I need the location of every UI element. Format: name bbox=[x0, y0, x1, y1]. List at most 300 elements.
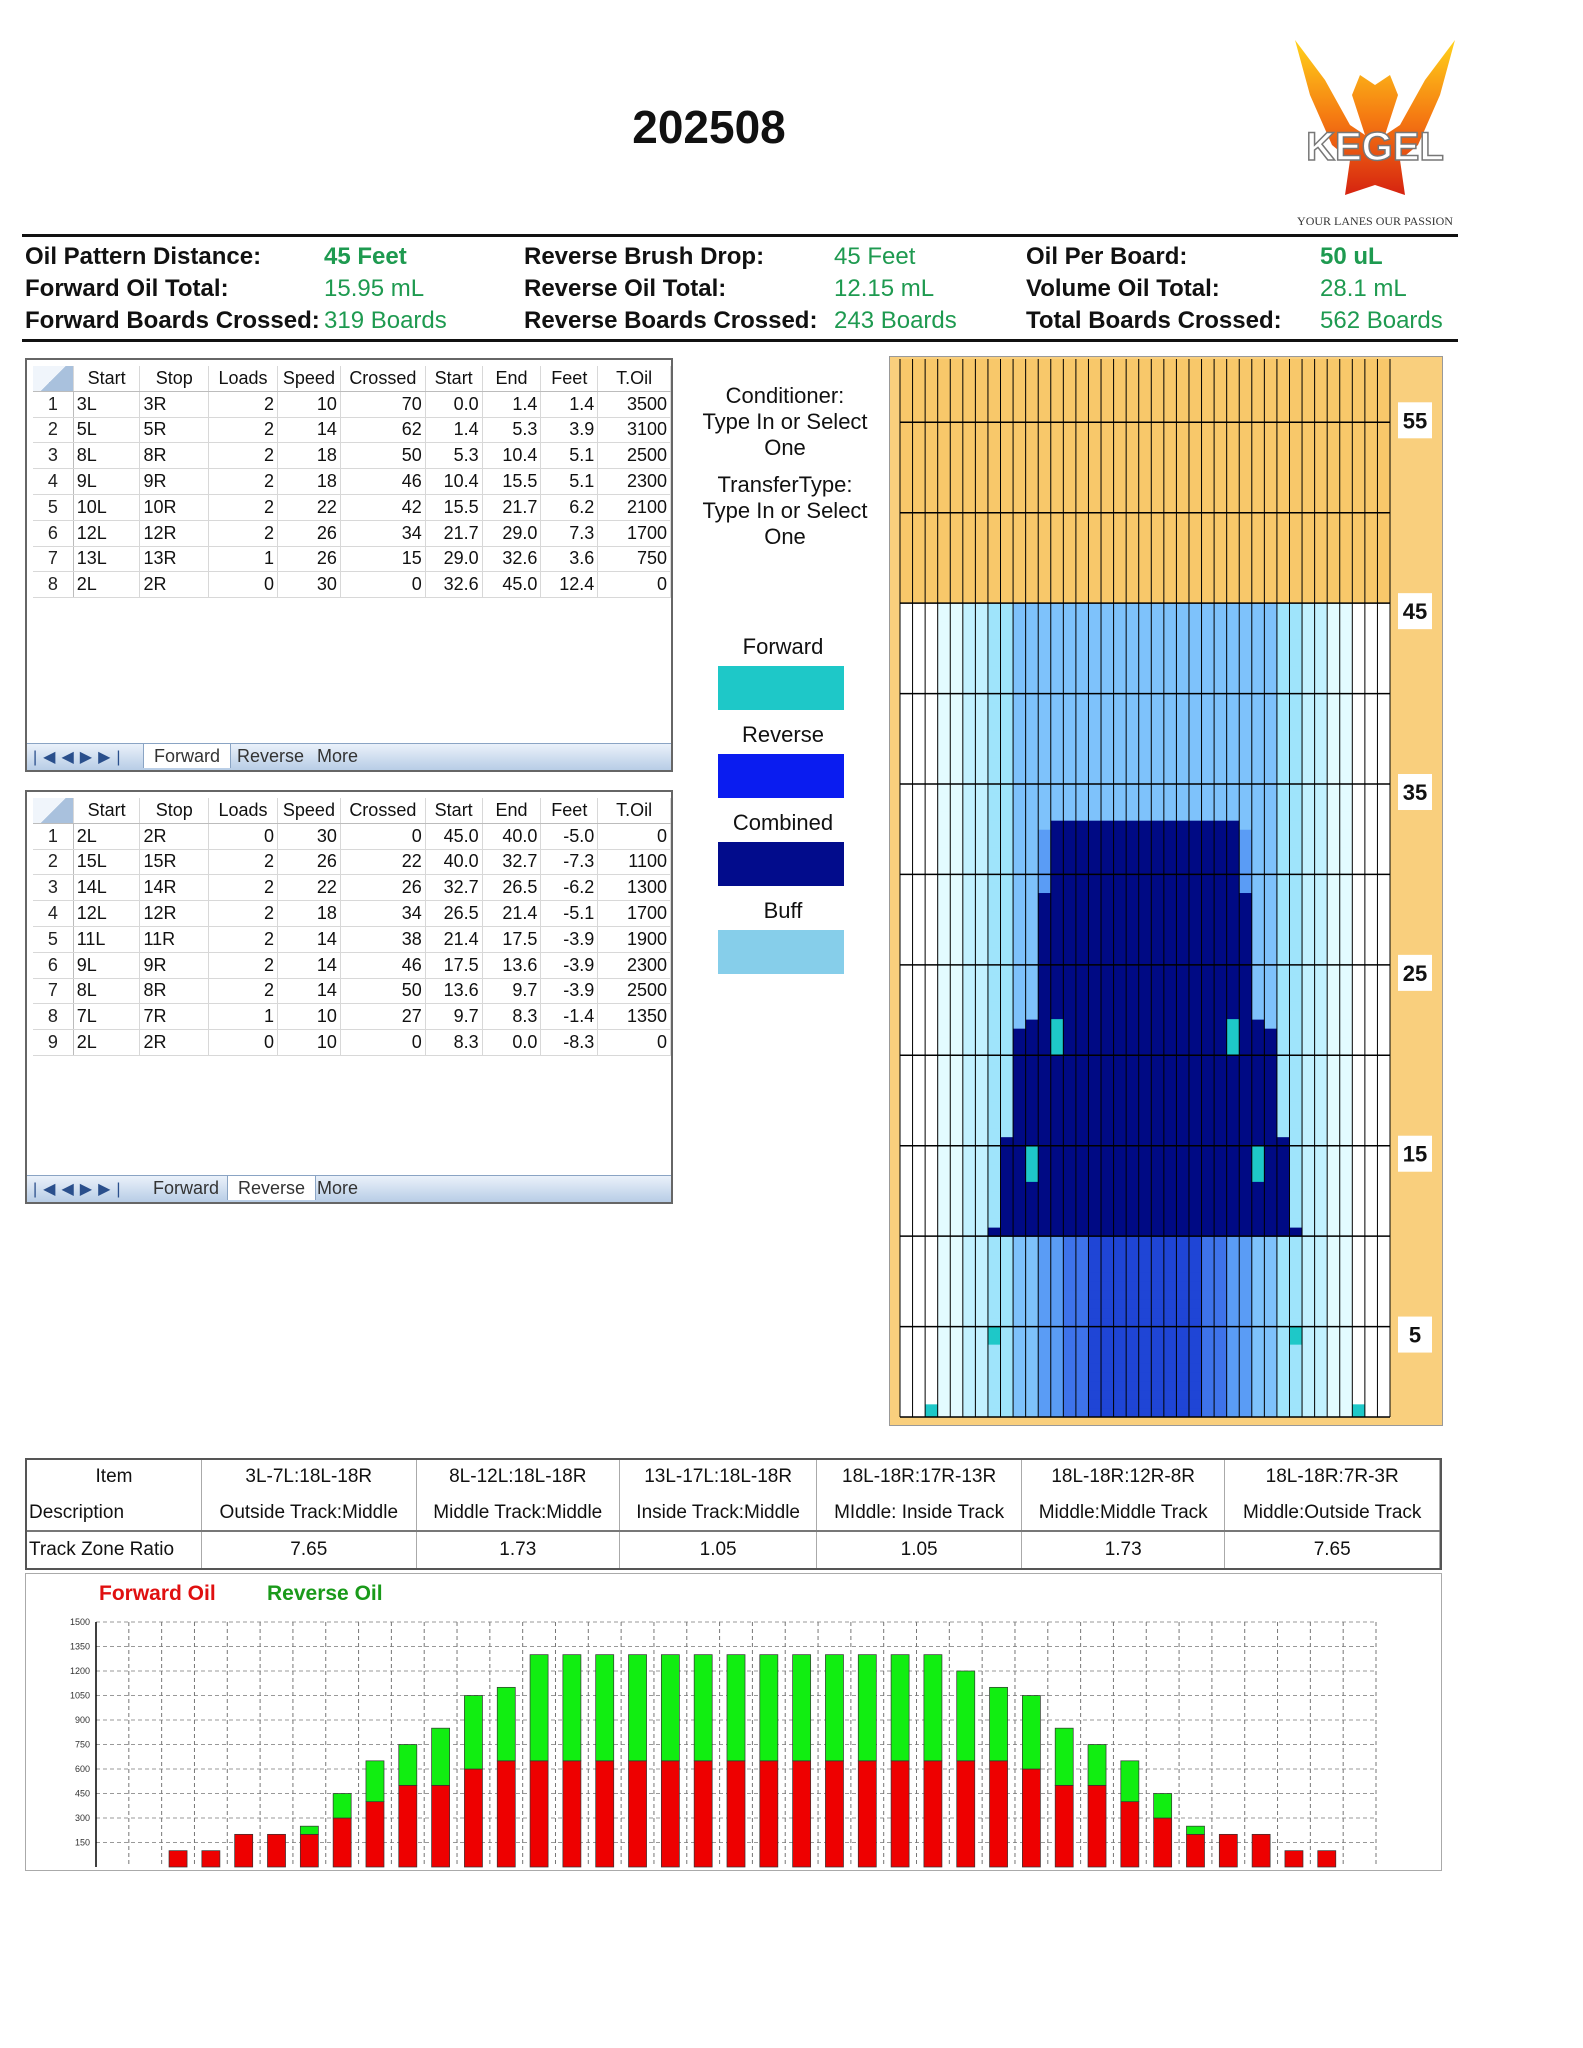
lane-cell bbox=[1264, 766, 1277, 776]
table-cell[interactable]: 2 bbox=[209, 520, 278, 546]
lane-cell bbox=[1214, 1263, 1227, 1273]
tab-forward[interactable]: Forward bbox=[143, 744, 231, 768]
table-cell[interactable]: 1.4 bbox=[425, 417, 482, 443]
lane-cell bbox=[1289, 675, 1302, 685]
table-cell[interactable]: 3500 bbox=[598, 391, 671, 417]
table-cell[interactable]: 10R bbox=[140, 494, 209, 520]
lane-cell bbox=[1202, 1082, 1215, 1092]
table-cell[interactable]: 10 bbox=[277, 391, 340, 417]
lane-cell bbox=[1164, 630, 1177, 640]
table-cell[interactable]: 2R bbox=[140, 572, 209, 598]
table-cell[interactable]: 12R bbox=[140, 520, 209, 546]
table-cell[interactable]: 46 bbox=[340, 952, 425, 978]
table-cell[interactable]: 14 bbox=[277, 978, 340, 1004]
lane-cell bbox=[1101, 947, 1114, 957]
lane-cell bbox=[988, 802, 1001, 812]
table-cell[interactable]: 14R bbox=[140, 875, 209, 901]
table-cell[interactable]: 7L bbox=[73, 1004, 140, 1030]
table-cell[interactable]: -7.3 bbox=[541, 849, 598, 875]
lane-cell bbox=[1164, 1019, 1177, 1029]
table-cell[interactable]: 2500 bbox=[598, 978, 671, 1004]
lane-cell bbox=[1264, 739, 1277, 749]
table-cell[interactable]: 9L bbox=[73, 469, 140, 495]
lane-cell bbox=[913, 675, 926, 685]
table-cell[interactable]: 8L bbox=[73, 443, 140, 469]
table-cell[interactable]: 26 bbox=[277, 520, 340, 546]
lane-cell bbox=[1302, 721, 1315, 731]
row-number[interactable]: 6 bbox=[33, 520, 73, 546]
table-cell[interactable]: 0 bbox=[340, 823, 425, 849]
lane-cell bbox=[1252, 1082, 1265, 1092]
lane-cell bbox=[1164, 929, 1177, 939]
table-cell[interactable]: 5R bbox=[140, 417, 209, 443]
table-cell[interactable]: 2 bbox=[209, 926, 278, 952]
table-cell[interactable]: 12L bbox=[73, 901, 140, 927]
lane-cell bbox=[1327, 1381, 1340, 1391]
table-cell[interactable]: 750 bbox=[598, 546, 671, 572]
lane-cell bbox=[1051, 630, 1064, 640]
column-header[interactable]: Start bbox=[425, 366, 482, 391]
summary-label: Reverse Oil Total: bbox=[524, 275, 727, 302]
lane-cell bbox=[1139, 811, 1152, 821]
table-cell[interactable]: 14 bbox=[277, 417, 340, 443]
table-cell[interactable]: 0 bbox=[209, 823, 278, 849]
table-cell[interactable]: 5L bbox=[73, 417, 140, 443]
table-cell[interactable]: 15L bbox=[73, 849, 140, 875]
table-cell[interactable]: 2 bbox=[209, 952, 278, 978]
table-cell[interactable]: 1100 bbox=[598, 849, 671, 875]
table-cell[interactable]: 2 bbox=[209, 443, 278, 469]
row-number[interactable]: 5 bbox=[33, 926, 73, 952]
track-zone-item-row bbox=[27, 1460, 1440, 1495]
table-cell[interactable]: 1 bbox=[209, 546, 278, 572]
lane-cell bbox=[913, 1299, 926, 1309]
lane-cell bbox=[1076, 911, 1089, 921]
table-cell[interactable]: 32.6 bbox=[425, 572, 482, 598]
table-cell[interactable]: 21.4 bbox=[425, 926, 482, 952]
lane-cell bbox=[938, 1028, 951, 1038]
column-header[interactable]: Stop bbox=[140, 366, 209, 391]
lane-cell bbox=[1001, 1191, 1014, 1201]
lane-cell bbox=[1365, 775, 1378, 785]
column-header[interactable]: Start bbox=[73, 798, 140, 823]
lane-cell bbox=[1151, 838, 1164, 848]
lane-cell bbox=[1101, 820, 1114, 830]
lane-cell bbox=[925, 820, 938, 830]
table-cell[interactable]: 0 bbox=[209, 572, 278, 598]
table-cell[interactable]: 1350 bbox=[598, 1004, 671, 1030]
table-cell[interactable]: 21.7 bbox=[482, 494, 541, 520]
table-cell[interactable]: 14 bbox=[277, 926, 340, 952]
table-cell[interactable]: 2 bbox=[209, 469, 278, 495]
table-cell[interactable]: 32.6 bbox=[482, 546, 541, 572]
table-cell[interactable]: 13R bbox=[140, 546, 209, 572]
lane-cell bbox=[1026, 748, 1039, 758]
lane-cell bbox=[1026, 929, 1039, 939]
lane-cell bbox=[1063, 847, 1076, 857]
table-cell[interactable]: 10 bbox=[277, 1030, 340, 1056]
lane-cell bbox=[1101, 974, 1114, 984]
bar-forward-oil bbox=[1022, 1769, 1040, 1867]
row-number[interactable]: 2 bbox=[33, 417, 73, 443]
column-header[interactable]: End bbox=[482, 366, 541, 391]
table-cell[interactable]: 42 bbox=[340, 494, 425, 520]
row-number[interactable]: 1 bbox=[33, 823, 73, 849]
lane-cell bbox=[1026, 820, 1039, 830]
lane-cell bbox=[950, 1064, 963, 1074]
transfer-value[interactable]: Type In or Select bbox=[702, 498, 868, 523]
table-cell[interactable]: 0 bbox=[209, 1030, 278, 1056]
table-cell[interactable]: 26.5 bbox=[482, 875, 541, 901]
lane-dry-area bbox=[1101, 359, 1114, 603]
table-cell[interactable]: 6.2 bbox=[541, 494, 598, 520]
table-cell[interactable]: 8.3 bbox=[482, 1004, 541, 1030]
table-cell[interactable]: 1700 bbox=[598, 901, 671, 927]
lane-cell bbox=[1227, 1308, 1240, 1318]
table-cell[interactable]: 29.0 bbox=[425, 546, 482, 572]
table-cell[interactable]: 2500 bbox=[598, 443, 671, 469]
lane-cell bbox=[1013, 838, 1026, 848]
column-header[interactable]: Speed bbox=[277, 366, 340, 391]
table-cell[interactable]: 32.7 bbox=[425, 875, 482, 901]
column-header[interactable]: Start bbox=[425, 798, 482, 823]
table-cell[interactable]: -5.1 bbox=[541, 901, 598, 927]
column-header[interactable]: Crossed bbox=[340, 798, 425, 823]
table-cell[interactable]: 2 bbox=[209, 417, 278, 443]
table-cell[interactable]: 2300 bbox=[598, 952, 671, 978]
table-cell[interactable]: 5.3 bbox=[482, 417, 541, 443]
table-cell[interactable]: -3.9 bbox=[541, 978, 598, 1004]
row-number[interactable]: 4 bbox=[33, 901, 73, 927]
table-cell[interactable]: -3.9 bbox=[541, 926, 598, 952]
column-header[interactable]: Start bbox=[73, 366, 140, 391]
column-header[interactable]: Crossed bbox=[340, 366, 425, 391]
table-cell[interactable]: 9L bbox=[73, 952, 140, 978]
table-cell[interactable]: 9R bbox=[140, 952, 209, 978]
tab-more[interactable]: More bbox=[317, 1178, 359, 1198]
table-cell[interactable]: 34 bbox=[340, 520, 425, 546]
table-cell[interactable]: 13.6 bbox=[482, 952, 541, 978]
lane-cell bbox=[1088, 974, 1101, 984]
lane-cell bbox=[1289, 1037, 1302, 1047]
row-number[interactable]: 2 bbox=[33, 849, 73, 875]
table-cell[interactable]: 70 bbox=[340, 391, 425, 417]
table-cell[interactable]: 2 bbox=[209, 875, 278, 901]
lane-cell bbox=[1214, 1345, 1227, 1355]
table-cell[interactable]: 3R bbox=[140, 391, 209, 417]
tab-reverse[interactable]: Reverse bbox=[227, 1176, 316, 1200]
lane-cell bbox=[1315, 1272, 1328, 1282]
table-cell[interactable]: 0 bbox=[598, 1030, 671, 1056]
table-cell[interactable]: 1700 bbox=[598, 520, 671, 546]
row-number[interactable]: 7 bbox=[33, 546, 73, 572]
table-cell[interactable]: 13L bbox=[73, 546, 140, 572]
table-cell[interactable]: 1300 bbox=[598, 875, 671, 901]
table-cell[interactable]: 15.5 bbox=[482, 469, 541, 495]
column-header[interactable]: Loads bbox=[209, 366, 278, 391]
lane-cell bbox=[950, 929, 963, 939]
lane-cell bbox=[1227, 902, 1240, 912]
table-cell[interactable]: 18 bbox=[277, 443, 340, 469]
lane-cell bbox=[1001, 1290, 1014, 1300]
table-cell[interactable]: 22 bbox=[340, 849, 425, 875]
column-header[interactable]: T.Oil bbox=[598, 366, 671, 391]
lane-cell bbox=[1327, 1354, 1340, 1364]
select-all-corner[interactable] bbox=[33, 798, 73, 823]
table-cell[interactable]: 46 bbox=[340, 469, 425, 495]
lane-cell bbox=[900, 1299, 913, 1309]
table-cell[interactable]: 10L bbox=[73, 494, 140, 520]
column-header[interactable]: Loads bbox=[209, 798, 278, 823]
table-cell[interactable]: 21.4 bbox=[482, 901, 541, 927]
table-cell[interactable]: 9R bbox=[140, 469, 209, 495]
table-cell[interactable]: 40.0 bbox=[425, 849, 482, 875]
lane-cell bbox=[1051, 1001, 1064, 1011]
table-cell[interactable]: 38 bbox=[340, 926, 425, 952]
table-cell[interactable]: 15R bbox=[140, 849, 209, 875]
row-number[interactable]: 9 bbox=[33, 1030, 73, 1056]
lane-cell bbox=[1315, 1263, 1328, 1273]
lane-cell bbox=[1365, 703, 1378, 713]
table-cell[interactable]: 7.3 bbox=[541, 520, 598, 546]
table-row bbox=[33, 494, 671, 520]
table-cell[interactable]: 13.6 bbox=[425, 978, 482, 1004]
table-cell[interactable]: 22 bbox=[277, 494, 340, 520]
table-cell[interactable]: -3.9 bbox=[541, 952, 598, 978]
tab-reverse[interactable]: Reverse bbox=[237, 746, 305, 766]
lane-cell bbox=[1340, 1345, 1353, 1355]
lane-cell bbox=[1289, 730, 1302, 740]
table-cell[interactable]: 45.0 bbox=[482, 572, 541, 598]
table-cell[interactable]: 17.5 bbox=[425, 952, 482, 978]
table-cell[interactable]: 1900 bbox=[598, 926, 671, 952]
table-cell[interactable]: 26 bbox=[277, 849, 340, 875]
lane-cell bbox=[1088, 847, 1101, 857]
table-cell[interactable]: 18 bbox=[277, 469, 340, 495]
lane-cell bbox=[963, 1064, 976, 1074]
table-cell[interactable]: 2R bbox=[140, 823, 209, 849]
table-cell[interactable]: 2 bbox=[209, 978, 278, 1004]
lane-cell bbox=[1327, 694, 1340, 704]
table-cell[interactable]: 30 bbox=[277, 572, 340, 598]
table-cell[interactable]: 3L bbox=[73, 391, 140, 417]
lane-cell bbox=[1176, 1091, 1189, 1101]
row-number[interactable]: 4 bbox=[33, 469, 73, 495]
table-cell[interactable]: 2100 bbox=[598, 494, 671, 520]
row-number[interactable]: 1 bbox=[33, 391, 73, 417]
table-cell[interactable]: 5.3 bbox=[425, 443, 482, 469]
table-cell[interactable]: 2 bbox=[209, 901, 278, 927]
lane-cell bbox=[1063, 1218, 1076, 1228]
table-cell[interactable]: -5.0 bbox=[541, 823, 598, 849]
row-number[interactable]: 5 bbox=[33, 494, 73, 520]
lane-cell bbox=[913, 1164, 926, 1174]
table-cell[interactable]: 62 bbox=[340, 417, 425, 443]
table-cell[interactable]: 8L bbox=[73, 978, 140, 1004]
table-cell[interactable]: 2L bbox=[73, 1030, 140, 1056]
table-cell[interactable]: 11R bbox=[140, 926, 209, 952]
table-cell[interactable]: 0 bbox=[340, 1030, 425, 1056]
table-cell[interactable]: -6.2 bbox=[541, 875, 598, 901]
table-cell[interactable]: 9.7 bbox=[425, 1004, 482, 1030]
table-cell[interactable]: 12L bbox=[73, 520, 140, 546]
lane-cell bbox=[1377, 1155, 1390, 1165]
table-cell[interactable]: 5.1 bbox=[541, 469, 598, 495]
select-all-corner[interactable] bbox=[33, 366, 73, 391]
column-header[interactable]: Stop bbox=[140, 798, 209, 823]
table-cell[interactable]: 9.7 bbox=[482, 978, 541, 1004]
row-number[interactable]: 3 bbox=[33, 443, 73, 469]
lane-cell bbox=[1239, 766, 1252, 776]
table-cell[interactable]: 2 bbox=[209, 391, 278, 417]
lane-cell bbox=[1139, 1073, 1152, 1083]
lane-cell bbox=[1315, 612, 1328, 622]
lane-cell bbox=[925, 1155, 938, 1165]
conditioner-block bbox=[690, 383, 880, 461]
lane-cell bbox=[1051, 1182, 1064, 1192]
lane-cell bbox=[975, 865, 988, 875]
table-cell[interactable]: 0 bbox=[598, 572, 671, 598]
lane-cell bbox=[1315, 1191, 1328, 1201]
table-cell[interactable]: 1 bbox=[209, 1004, 278, 1030]
sheet-nav-icons[interactable]: |◀◀▶▶| bbox=[33, 1181, 127, 1198]
table-cell[interactable]: 10.4 bbox=[425, 469, 482, 495]
lane-cell bbox=[950, 1345, 963, 1355]
table-cell[interactable]: 12R bbox=[140, 901, 209, 927]
conditioner-value-2[interactable]: One bbox=[764, 435, 806, 460]
column-header[interactable]: T.Oil bbox=[598, 798, 671, 823]
table-cell[interactable]: 21.7 bbox=[425, 520, 482, 546]
table-cell[interactable]: 40.0 bbox=[482, 823, 541, 849]
table-cell[interactable]: 3100 bbox=[598, 417, 671, 443]
table-cell[interactable]: 12.4 bbox=[541, 572, 598, 598]
table-cell[interactable]: 2L bbox=[73, 823, 140, 849]
sheet-nav-icons[interactable]: |◀◀▶▶| bbox=[33, 749, 127, 766]
table-cell[interactable]: 11L bbox=[73, 926, 140, 952]
lane-cell bbox=[1063, 1019, 1076, 1029]
table-cell[interactable]: 8R bbox=[140, 978, 209, 1004]
table-cell[interactable]: 2 bbox=[209, 494, 278, 520]
table-cell[interactable]: 18 bbox=[277, 901, 340, 927]
table-cell[interactable]: 26.5 bbox=[425, 901, 482, 927]
transfer-value-2[interactable]: One bbox=[764, 524, 806, 549]
table-cell[interactable]: 15.5 bbox=[425, 494, 482, 520]
table-cell[interactable]: 14L bbox=[73, 875, 140, 901]
lane-cell bbox=[1340, 694, 1353, 704]
lane-cell bbox=[1139, 1327, 1152, 1337]
table-cell[interactable]: 29.0 bbox=[482, 520, 541, 546]
lane-cell bbox=[1327, 947, 1340, 957]
table-cell[interactable]: 0 bbox=[340, 572, 425, 598]
table-cell[interactable]: 2 bbox=[209, 849, 278, 875]
lane-cell bbox=[1252, 1137, 1265, 1147]
lane-cell bbox=[1277, 1336, 1290, 1346]
lane-cell bbox=[1289, 811, 1302, 821]
table-cell[interactable]: 45.0 bbox=[425, 823, 482, 849]
row-number[interactable]: 6 bbox=[33, 952, 73, 978]
lane-cell bbox=[1139, 1064, 1152, 1074]
lane-cell bbox=[1101, 748, 1114, 758]
table-cell[interactable]: 2L bbox=[73, 572, 140, 598]
table-cell[interactable]: 2300 bbox=[598, 469, 671, 495]
column-header[interactable]: Feet bbox=[541, 798, 598, 823]
row-number[interactable]: 3 bbox=[33, 875, 73, 901]
lane-cell bbox=[1227, 847, 1240, 857]
lane-cell bbox=[963, 1028, 976, 1038]
table-cell[interactable]: -8.3 bbox=[541, 1030, 598, 1056]
lane-cell bbox=[975, 1200, 988, 1210]
legend-swatch-reverse bbox=[718, 754, 844, 798]
table-cell[interactable]: 0.0 bbox=[482, 1030, 541, 1056]
lane-cell bbox=[1352, 1318, 1365, 1328]
lane-cell bbox=[1151, 1110, 1164, 1120]
table-cell[interactable]: 10.4 bbox=[482, 443, 541, 469]
table-cell[interactable]: 34 bbox=[340, 901, 425, 927]
lane-cell bbox=[925, 1001, 938, 1011]
lane-cell bbox=[1352, 675, 1365, 685]
lane-cell bbox=[1377, 965, 1390, 975]
lane-cell bbox=[950, 730, 963, 740]
lane-cell bbox=[1001, 929, 1014, 939]
column-header[interactable]: Feet bbox=[541, 366, 598, 391]
table-cell[interactable]: 5.1 bbox=[541, 443, 598, 469]
lane-cell bbox=[1189, 1209, 1202, 1219]
row-number[interactable]: 7 bbox=[33, 978, 73, 1004]
lane-cell bbox=[1151, 820, 1164, 830]
lane-cell bbox=[1126, 1046, 1139, 1056]
table-cell[interactable]: 10 bbox=[277, 1004, 340, 1030]
table-cell[interactable]: 17.5 bbox=[482, 926, 541, 952]
table-cell[interactable]: -1.4 bbox=[541, 1004, 598, 1030]
table-cell[interactable]: 26 bbox=[277, 546, 340, 572]
row-number[interactable]: 8 bbox=[33, 572, 73, 598]
table-cell[interactable]: 8R bbox=[140, 443, 209, 469]
lane-cell bbox=[900, 694, 913, 704]
table-cell[interactable]: 27 bbox=[340, 1004, 425, 1030]
table-cell[interactable]: 1.4 bbox=[541, 391, 598, 417]
lane-cell bbox=[1264, 675, 1277, 685]
table-cell[interactable]: 2R bbox=[140, 1030, 209, 1056]
table-cell[interactable]: 50 bbox=[340, 443, 425, 469]
table-cell[interactable]: 8.3 bbox=[425, 1030, 482, 1056]
table-cell[interactable]: 30 bbox=[277, 823, 340, 849]
tab-more[interactable]: More bbox=[317, 746, 359, 766]
table-cell[interactable]: 50 bbox=[340, 978, 425, 1004]
conditioner-value[interactable]: Type In or Select bbox=[702, 409, 868, 434]
lane-cell bbox=[938, 1155, 951, 1165]
table-cell[interactable]: 14 bbox=[277, 952, 340, 978]
table-cell[interactable]: 0.0 bbox=[425, 391, 482, 417]
lane-cell bbox=[925, 1299, 938, 1309]
table-cell[interactable]: 15 bbox=[340, 546, 425, 572]
table-cell[interactable]: 7R bbox=[140, 1004, 209, 1030]
table-cell[interactable]: 1.4 bbox=[482, 391, 541, 417]
track-zone-ratio: 1.73 bbox=[1021, 1531, 1224, 1568]
row-number[interactable]: 8 bbox=[33, 1004, 73, 1030]
table-cell[interactable]: 3.6 bbox=[541, 546, 598, 572]
lane-cell bbox=[1164, 1028, 1177, 1038]
table-cell[interactable]: 26 bbox=[340, 875, 425, 901]
column-header[interactable]: Speed bbox=[277, 798, 340, 823]
lane-cell bbox=[1139, 1399, 1152, 1409]
table-cell[interactable]: 22 bbox=[277, 875, 340, 901]
table-cell[interactable]: 0 bbox=[598, 823, 671, 849]
tab-forward[interactable]: Forward bbox=[153, 1178, 220, 1198]
table-cell[interactable]: 32.7 bbox=[482, 849, 541, 875]
table-cell[interactable]: 3.9 bbox=[541, 417, 598, 443]
column-header[interactable]: End bbox=[482, 798, 541, 823]
lane-cell bbox=[1252, 902, 1265, 912]
